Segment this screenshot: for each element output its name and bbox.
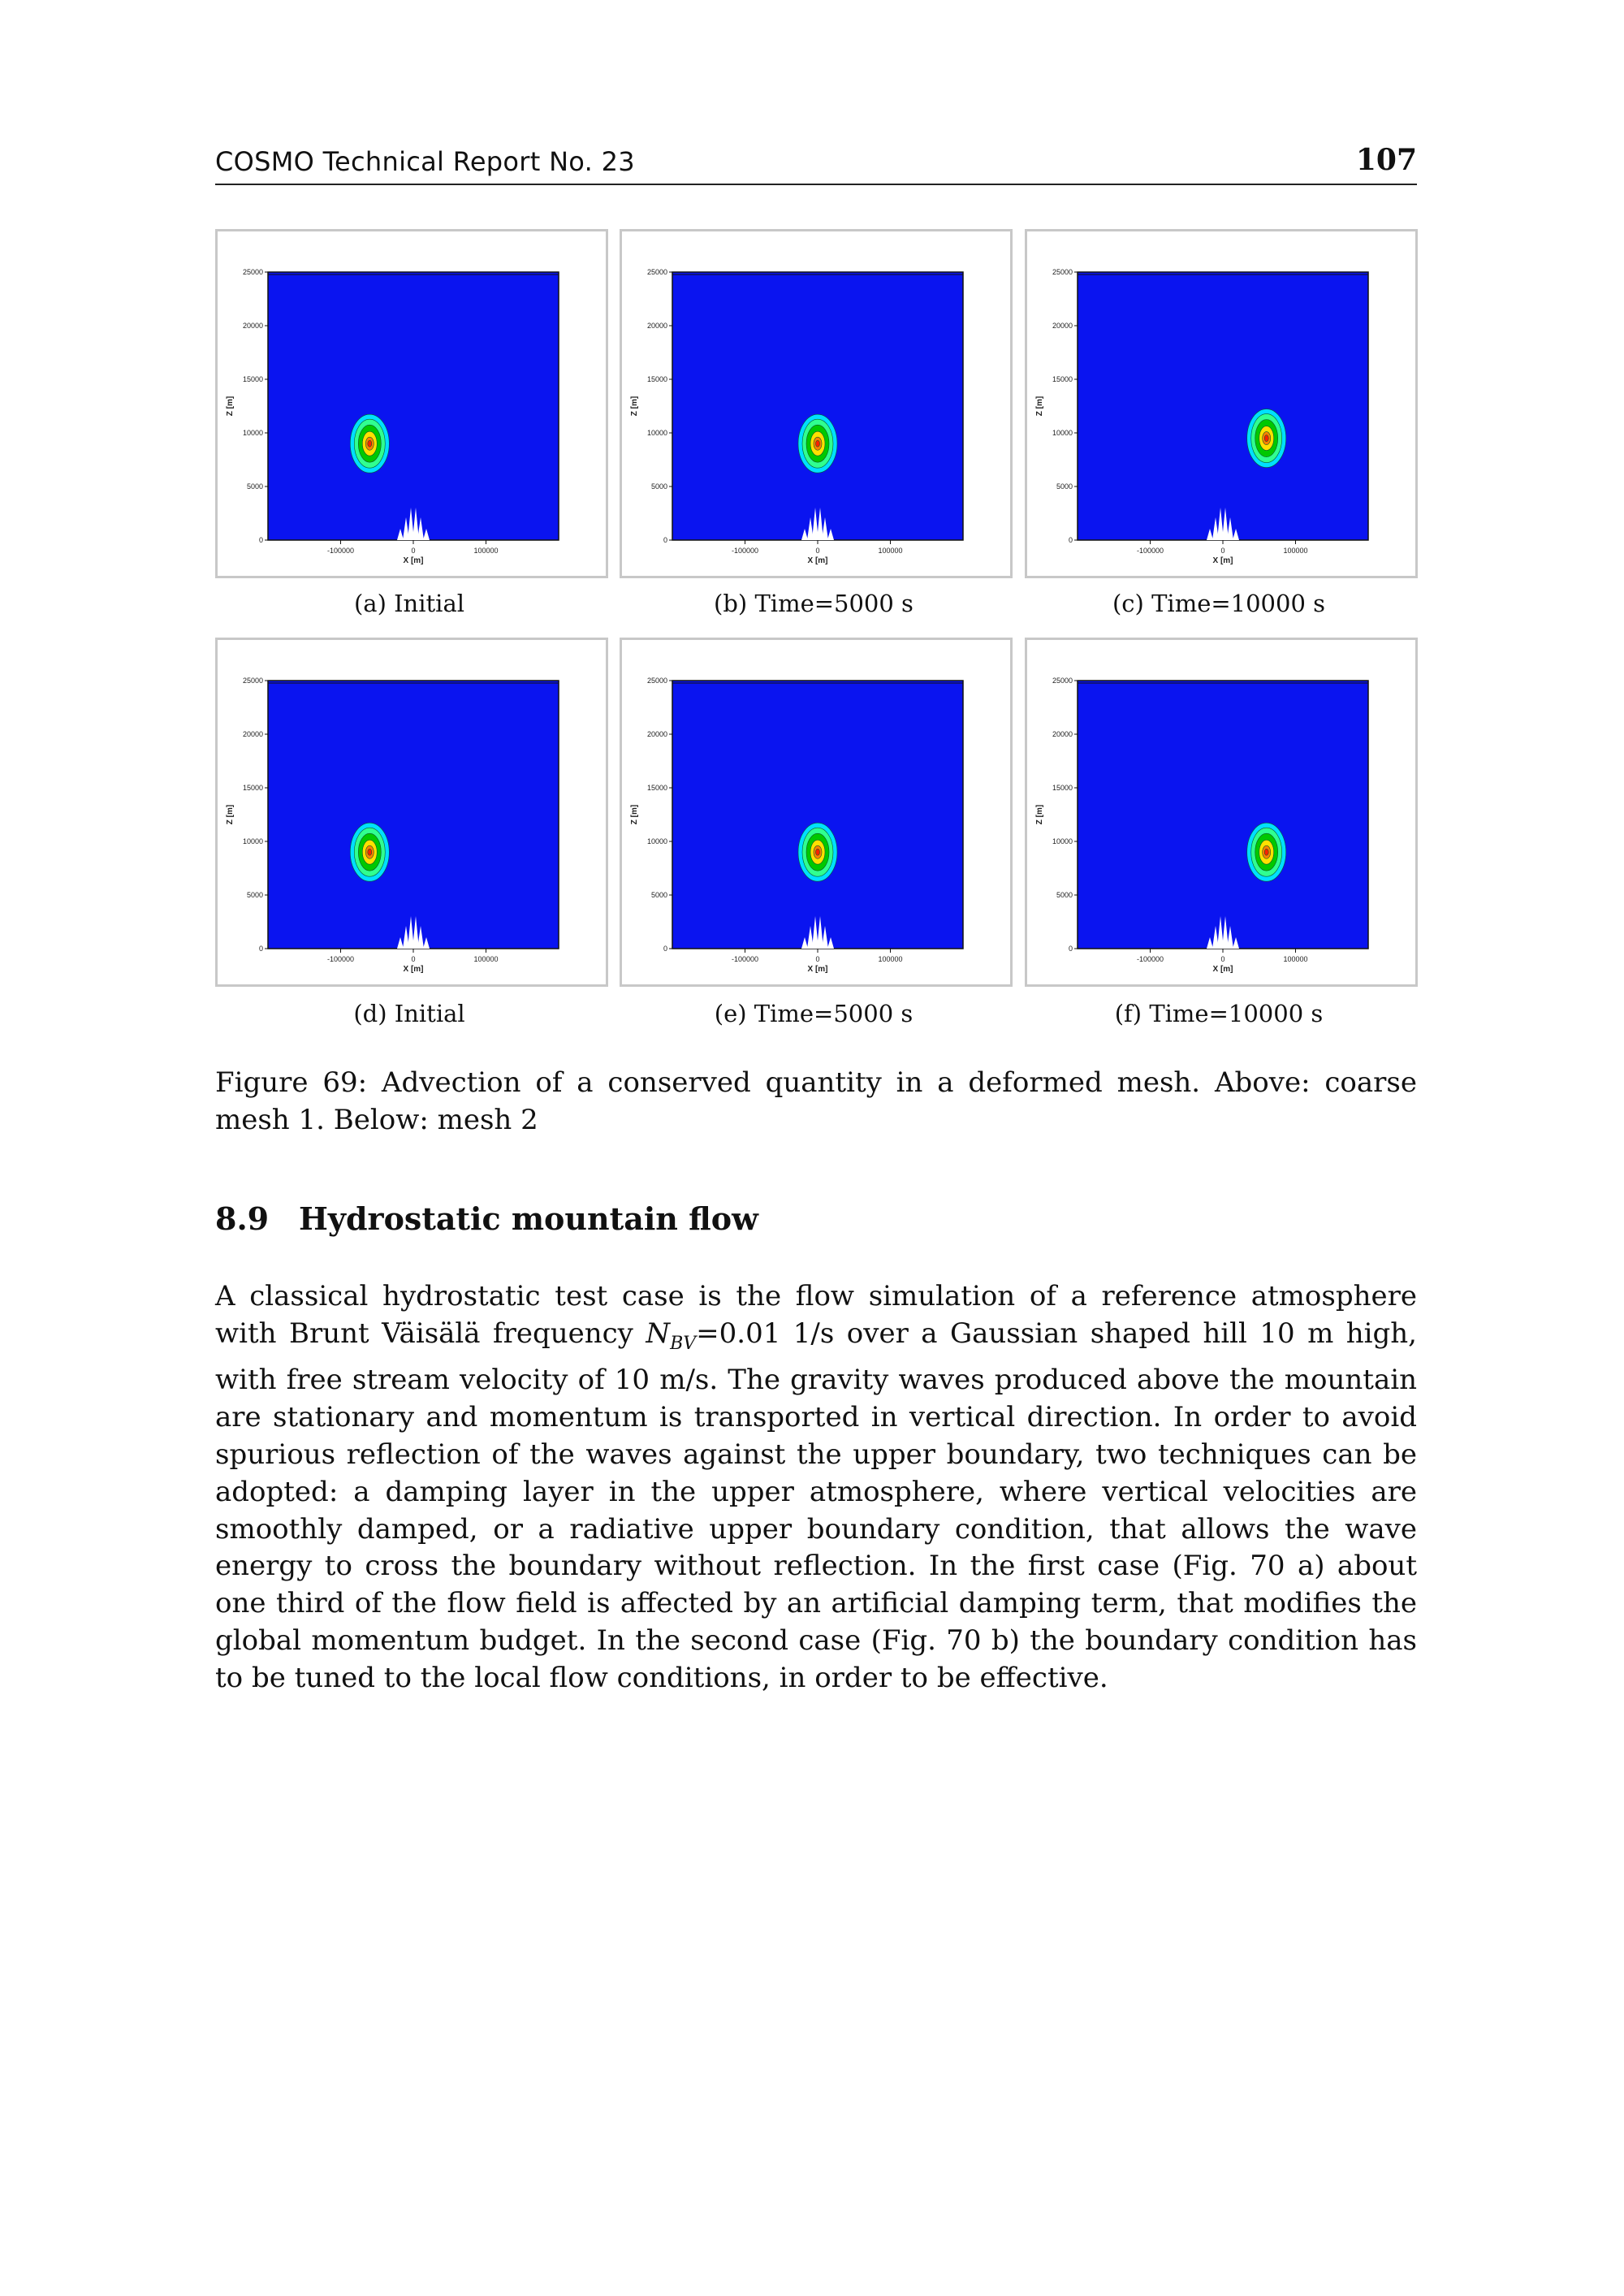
ytick-label-3: 15000: [1052, 375, 1073, 383]
ytick-label-2: 10000: [646, 837, 667, 845]
subcaption-c: (c) Time=10000 s: [1112, 590, 1326, 617]
xtick-label-0: -100000: [1136, 547, 1164, 555]
ytick-label-4: 20000: [242, 730, 263, 738]
subcaption-f: (f) Time=10000 s: [1114, 1000, 1324, 1027]
contour-ring-5: [816, 849, 820, 855]
xtick-label-2: 100000: [473, 547, 499, 555]
figure-panel-c: [1025, 229, 1418, 578]
ytick-label-1: 5000: [1056, 482, 1073, 491]
xtick-label-1: 0: [1220, 955, 1225, 963]
plot-area: [672, 681, 963, 949]
section-heading: [215, 1200, 758, 1237]
xtick-label-1: 0: [411, 955, 416, 963]
ytick-label-2: 10000: [242, 837, 263, 845]
subcaption-a: (a) Initial: [353, 590, 465, 617]
xtick-label-0: -100000: [731, 955, 759, 963]
subcaption-e: (e) Time=5000 s: [714, 1000, 914, 1027]
y-axis-label: Z [m]: [630, 804, 639, 825]
figure-panel-b: [620, 229, 1013, 578]
xtick-label-0: -100000: [731, 547, 759, 555]
x-axis-label: X [m]: [807, 965, 828, 974]
ytick-label-2: 10000: [242, 429, 263, 437]
ytick-label-1: 5000: [246, 482, 263, 491]
y-axis-label: Z [m]: [226, 396, 235, 417]
plot-a: [218, 231, 606, 576]
ytick-label-1: 5000: [650, 482, 667, 491]
report-title: COSMO Technical Report No. 23: [215, 146, 635, 177]
contour-ring-5: [368, 849, 372, 855]
xtick-label-0: -100000: [1136, 955, 1164, 963]
section-title: Hydrostatic mountain flow: [299, 1200, 758, 1237]
xtick-label-1: 0: [815, 955, 820, 963]
plot-area: [1078, 681, 1368, 949]
plot-b: [622, 231, 1010, 576]
x-axis-label: X [m]: [1212, 556, 1233, 565]
figure-panel-a: [215, 229, 608, 578]
xtick-label-1: 0: [1220, 547, 1225, 555]
ytick-label-4: 20000: [1052, 730, 1073, 738]
ytick-label-3: 15000: [646, 784, 667, 792]
ytick-label-0: 0: [1068, 945, 1073, 953]
y-axis-label: Z [m]: [1035, 396, 1044, 417]
figure-panel-e: [620, 638, 1013, 987]
plot-c: [1027, 231, 1415, 576]
ytick-label-4: 20000: [646, 730, 667, 738]
plot-d: [218, 640, 606, 984]
x-axis-label: X [m]: [1212, 965, 1233, 974]
y-axis-label: Z [m]: [630, 396, 639, 417]
symbol-n: N: [646, 1317, 671, 1350]
ytick-label-1: 5000: [650, 891, 667, 899]
contour-ring-5: [816, 440, 820, 447]
symbol-subscript: BV: [670, 1333, 697, 1354]
plot-area: [1078, 272, 1368, 540]
ytick-label-3: 15000: [242, 784, 263, 792]
ytick-label-5: 25000: [242, 268, 263, 276]
ytick-label-5: 25000: [646, 677, 667, 685]
ytick-label-0: 0: [258, 536, 263, 544]
ytick-label-5: 25000: [242, 677, 263, 685]
ytick-label-0: 0: [663, 945, 667, 953]
subcaption-b: (b) Time=5000 s: [714, 590, 914, 617]
plot-area: [268, 681, 559, 949]
figure-panel-d: [215, 638, 608, 987]
ytick-label-3: 15000: [242, 375, 263, 383]
xtick-label-2: 100000: [1283, 547, 1308, 555]
ytick-label-0: 0: [663, 536, 667, 544]
page-header: [215, 143, 1417, 185]
ytick-label-0: 0: [1068, 536, 1073, 544]
plot-area: [268, 272, 559, 540]
ytick-label-4: 20000: [646, 322, 667, 330]
ytick-label-4: 20000: [242, 322, 263, 330]
ytick-label-1: 5000: [1056, 891, 1073, 899]
ytick-label-2: 10000: [1052, 837, 1073, 845]
xtick-label-0: -100000: [326, 547, 355, 555]
xtick-label-1: 0: [411, 547, 416, 555]
subcaption-d: (d) Initial: [353, 1000, 465, 1027]
x-axis-label: X [m]: [403, 965, 424, 974]
ytick-label-4: 20000: [1052, 322, 1073, 330]
ytick-label-1: 5000: [246, 891, 263, 899]
figure-panel-f: [1025, 638, 1418, 987]
ytick-label-2: 10000: [646, 429, 667, 437]
paragraph-text-start: A classical hydrostatic test case is the flow simulation of a reference atmosphere with Brunt Väisälä frequency: [215, 1280, 1417, 1350]
xtick-label-2: 100000: [878, 547, 903, 555]
ytick-label-5: 25000: [1052, 677, 1073, 685]
plot-area: [672, 272, 963, 540]
page-number: 107: [1355, 143, 1417, 177]
ytick-label-0: 0: [258, 945, 263, 953]
y-axis-label: Z [m]: [226, 804, 235, 825]
xtick-label-2: 100000: [878, 955, 903, 963]
xtick-label-2: 100000: [1283, 955, 1308, 963]
ytick-label-5: 25000: [1052, 268, 1073, 276]
contour-ring-5: [368, 440, 372, 447]
section-number: 8.9: [215, 1200, 270, 1237]
x-axis-label: X [m]: [807, 556, 828, 565]
contour-ring-5: [1264, 849, 1268, 855]
xtick-label-0: -100000: [326, 955, 355, 963]
ytick-label-5: 25000: [646, 268, 667, 276]
figure-caption: Figure 69: Advection of a conserved quantity in a deformed mesh. Above: coarse mesh 1. Below: mesh 2: [215, 1066, 1417, 1136]
x-axis-label: X [m]: [403, 556, 424, 565]
ytick-label-3: 15000: [646, 375, 667, 383]
contour-ring-5: [1264, 435, 1268, 442]
y-axis-label: Z [m]: [1035, 804, 1044, 825]
ytick-label-2: 10000: [1052, 429, 1073, 437]
body-paragraph: [215, 1278, 1417, 1697]
paragraph-text-rest: =0.01 1/s over a Gaussian shaped hill 10 m high, with free stream velocity of 10 m/s. The gravity waves produced above the mountain are stationary and momentum is transported in vertical direction. In order to avoid spurious reflection of the waves against the upper boundary, two techniques can be adopted: a damping layer in the upper atmosphere, where vertical velocities are smoothly damped, or a radiative upper boundary condition, that allows the wave energy to cross the boundary without reflection. In the first case (Fig. 70 a) about one third of the flow field is affected by an artificial damping term, that modifies the global momentum budget. In the second case (Fig. 70 b) the boundary condition has to be tuned to the local flow conditions, in order to be effective.: [215, 1317, 1417, 1694]
ytick-label-3: 15000: [1052, 784, 1073, 792]
plot-e: [622, 640, 1010, 984]
xtick-label-2: 100000: [473, 955, 499, 963]
xtick-label-1: 0: [815, 547, 820, 555]
plot-f: [1027, 640, 1415, 984]
